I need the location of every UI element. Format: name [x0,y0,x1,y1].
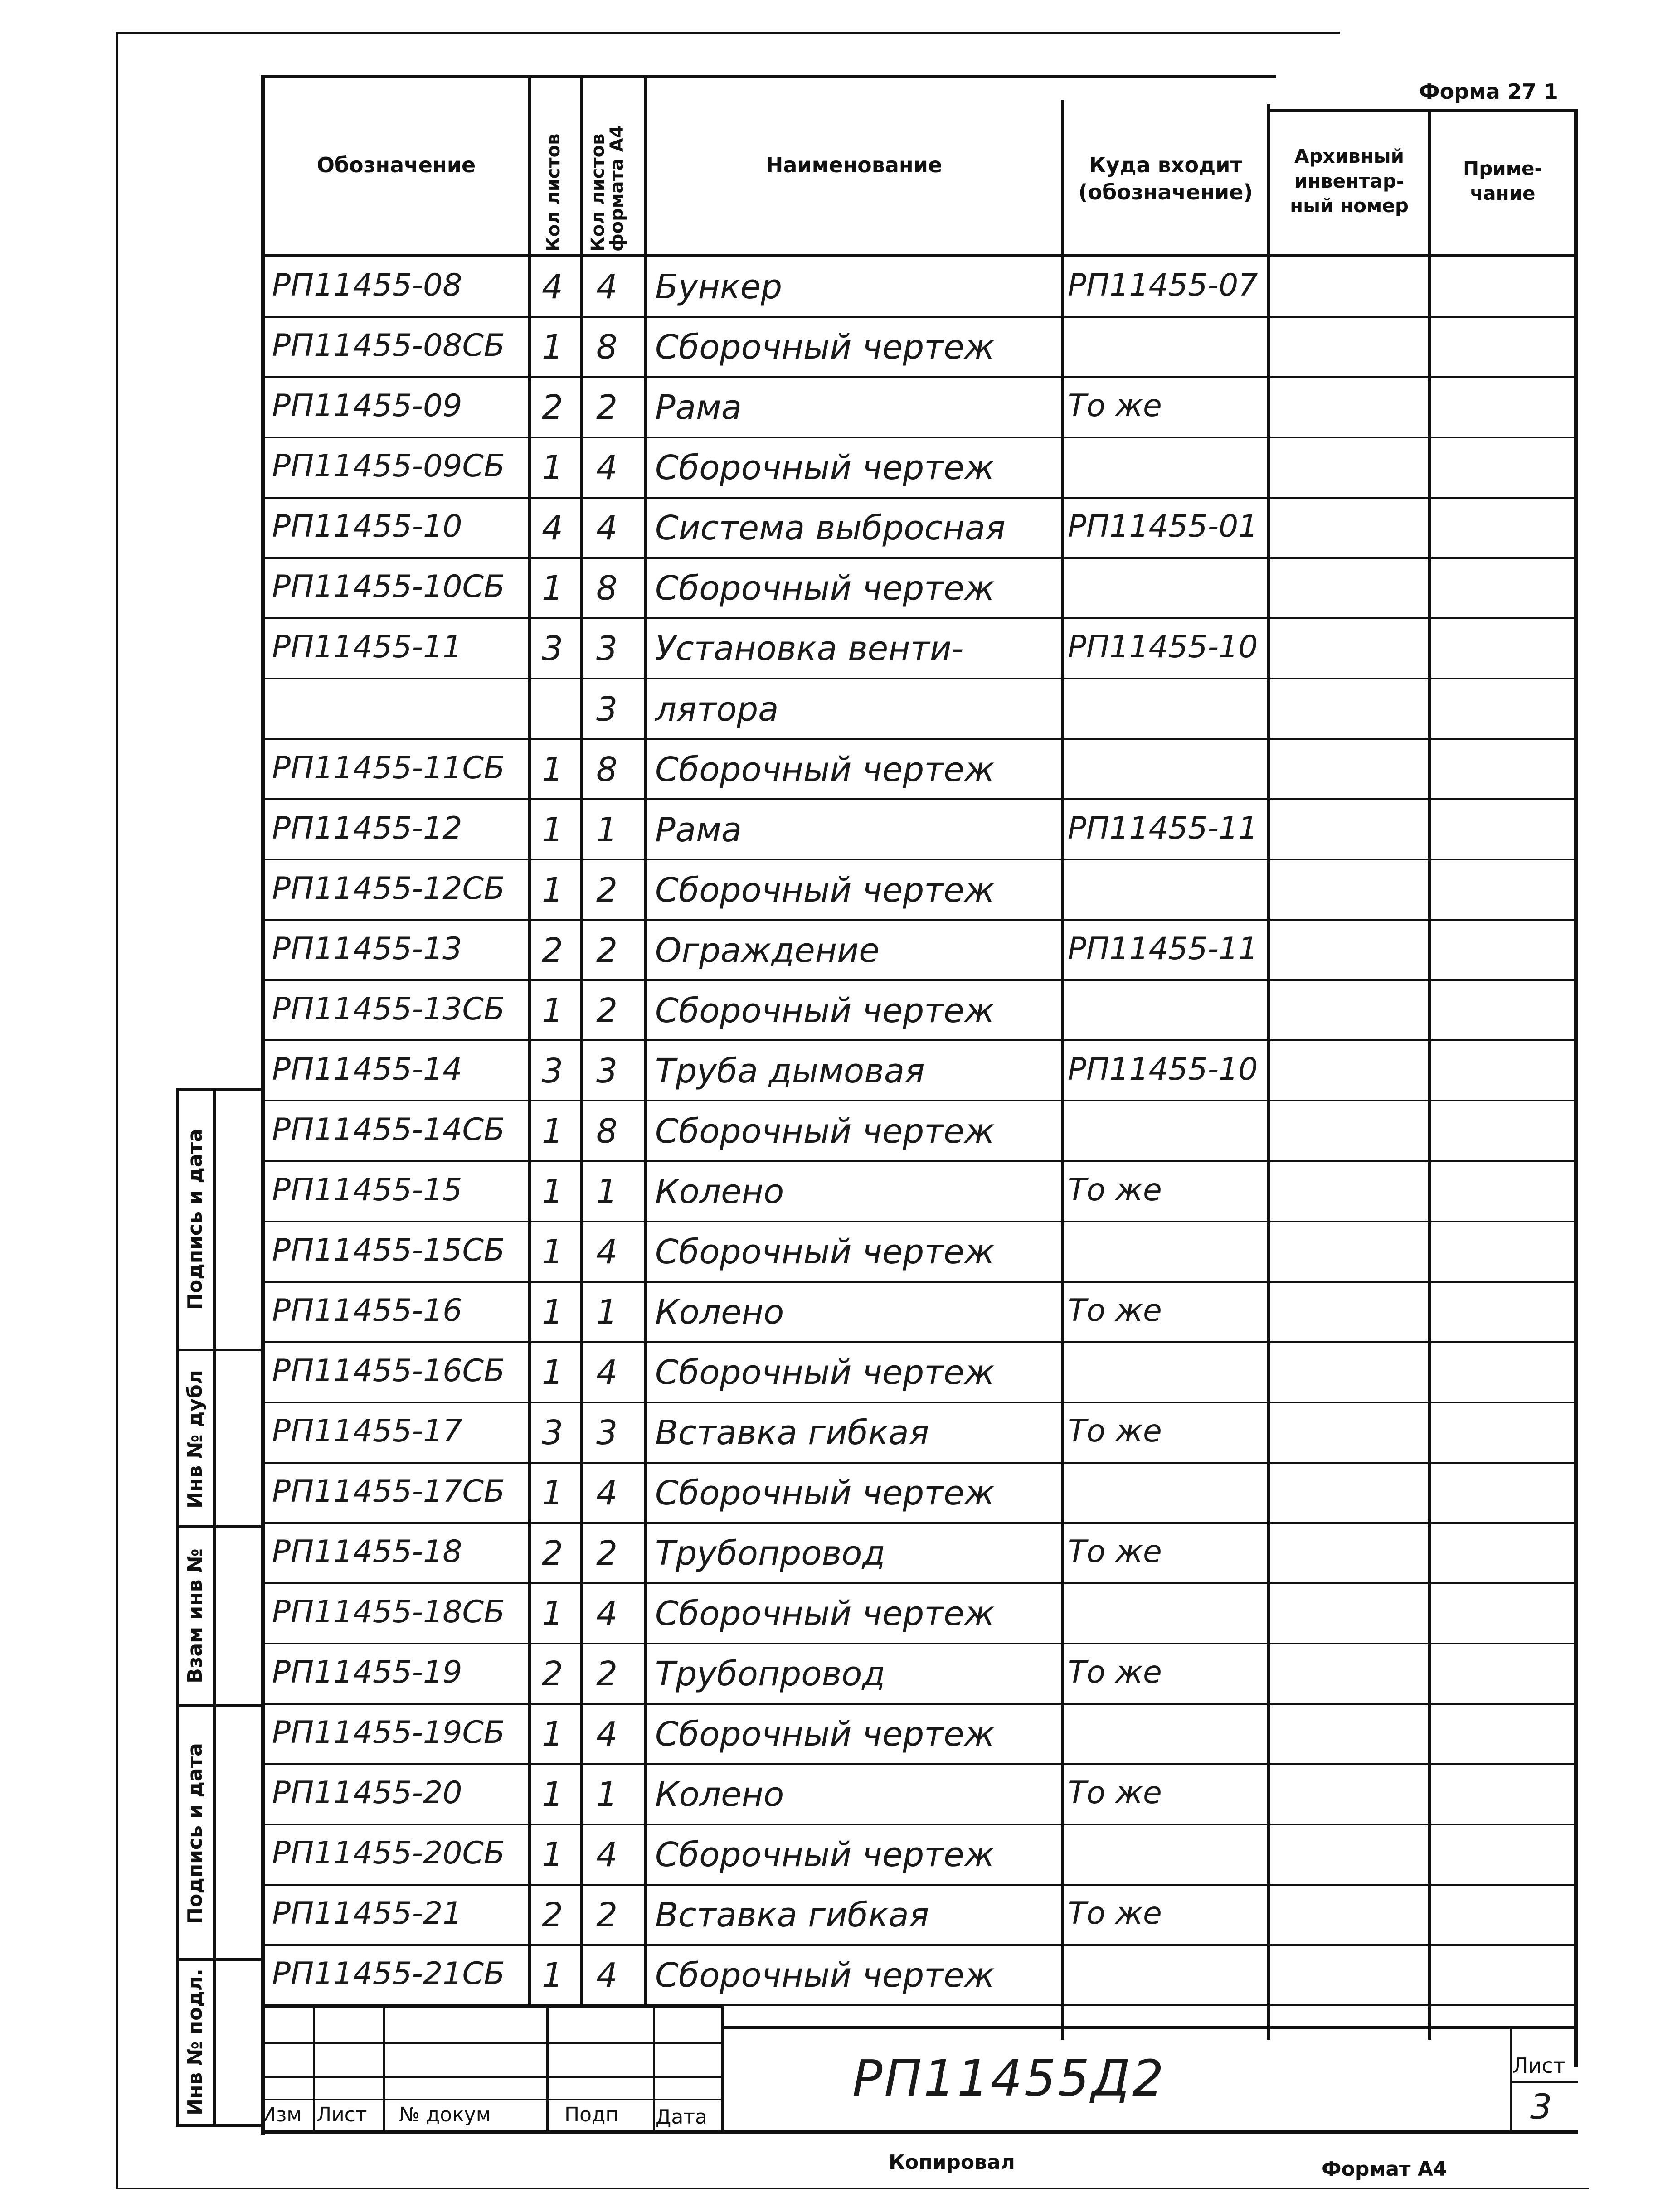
side-label-sign-date-2: Подпись и дата [184,1743,207,1924]
row-sheets: 2 [542,1534,564,1573]
row-a4: 2 [596,871,618,910]
row-separator [265,919,1575,921]
row-sheets: 3 [542,629,564,668]
form-label: Форма 27 1 [1419,79,1558,104]
row-designation: РП11455-19СБ [272,1715,505,1751]
row-a4: 3 [596,690,618,729]
row-name: Бункер [655,267,783,306]
row-name: Рама [655,388,742,427]
row-sheets: 1 [542,1112,564,1151]
tb-sheet-row [1510,2081,1578,2083]
tb-date-label: Дата [656,2105,707,2129]
row-sheets: 3 [542,1052,564,1091]
tb-col-5 [721,2006,724,2133]
row-name: Вставка гибкая [655,1413,929,1452]
row-sheets: 1 [542,1293,564,1332]
side-label-replace-inv: Взам инв № [184,1548,207,1683]
row-name: Трубопровод [655,1534,885,1573]
row-designation: РП11455-10СБ [272,569,505,605]
row-sheets: 2 [542,1896,564,1935]
row-separator [265,1824,1575,1825]
row-a4: 4 [596,1474,618,1513]
row-a4: 1 [596,1775,618,1814]
table-right-border [1574,109,1578,2067]
row-a4: 2 [596,1534,618,1573]
row-separator [265,979,1575,981]
outer-frame-top [116,32,1340,34]
row-name: Ограждение [655,931,880,970]
row-name: Установка венти- [655,629,964,668]
row-separator [265,1582,1575,1584]
row-a4: 4 [596,448,618,487]
row-designation: РП11455-18СБ [272,1594,505,1630]
row-part-of: РП11455-11 [1068,810,1258,846]
row-a4: 3 [596,1052,618,1091]
side-label-dup-inv: Инв № дубл [184,1370,207,1509]
row-a4: 4 [596,509,618,548]
row-name: Сборочный чертеж [655,1594,995,1633]
row-part-of: То же [1068,1413,1162,1449]
row-part-of: То же [1068,1293,1162,1329]
row-designation: РП11455-09СБ [272,448,505,484]
row-designation: РП11455-18 [272,1534,462,1570]
row-name: Сборочный чертеж [655,871,995,910]
row-designation: РП11455-11 [272,629,462,665]
header-designation: Обозначение [316,153,476,178]
row-designation: РП11455-16 [272,1293,462,1329]
row-sheets: 2 [542,931,564,970]
row-name: Сборочный чертеж [655,750,995,789]
row-name: Сборочный чертеж [655,569,995,608]
row-name: Сборочный чертеж [655,1353,995,1392]
row-name: Рама [655,810,742,849]
row-separator [265,1221,1575,1222]
row-a4: 4 [596,1835,618,1874]
row-separator [265,1039,1575,1041]
row-designation: РП11455-17СБ [272,1474,505,1509]
footer-format: Формат А4 [1322,2158,1447,2181]
row-designation: РП11455-08 [272,267,462,303]
row-a4: 4 [596,1715,618,1754]
header-name: Наименование [765,153,943,178]
row-designation: РП11455-16СБ [272,1353,505,1389]
row-a4: 1 [596,1293,618,1332]
title-block-bottom [261,2130,1578,2134]
row-separator [265,316,1575,318]
row-sheets: 1 [542,750,564,789]
row-separator [265,1884,1575,1886]
row-a4: 8 [596,750,618,789]
row-separator [265,1160,1575,1162]
col-divider-6 [1428,109,1431,2040]
row-name: Колено [655,1775,784,1814]
row-sheets: 1 [542,991,564,1030]
row-a4: 4 [596,1353,618,1392]
row-name: Сборочный чертеж [655,1715,995,1754]
row-name: Труба дымовая [655,1052,925,1091]
row-designation: РП11455-10 [272,509,462,544]
row-a4: 2 [596,1896,618,1935]
row-designation: РП11455-12СБ [272,871,505,907]
col-divider-4 [1061,100,1064,2040]
row-sheets: 1 [542,328,564,367]
tb-col-4 [653,2006,655,2133]
row-a4: 1 [596,1172,618,1211]
title-block-top-right [721,2026,1578,2029]
header-sheet-count: Кол листов [543,133,564,252]
row-a4: 8 [596,328,618,367]
tb-list-label: Лист [316,2103,367,2126]
row-designation: РП11455-17 [272,1413,462,1449]
row-name: Сборочный чертеж [655,328,995,367]
row-sheets: 1 [542,1835,564,1874]
row-sheets: 1 [542,448,564,487]
row-separator [265,1522,1575,1524]
row-separator [265,1341,1575,1343]
row-name: Сборочный чертеж [655,1474,995,1513]
row-separator [265,1703,1575,1705]
row-separator [265,738,1575,740]
row-separator [265,678,1575,679]
row-sheets: 1 [542,871,564,910]
row-designation: РП11455-13СБ [272,991,505,1027]
row-name: Сборочный чертеж [655,1232,995,1271]
row-designation: РП11455-21 [272,1896,462,1931]
row-part-of: РП11455-07 [1068,267,1258,303]
row-separator [265,798,1575,800]
row-sheets: 4 [542,509,564,548]
tb-col-3 [546,2006,549,2133]
row-designation: РП11455-14 [272,1052,462,1087]
row-separator [265,437,1575,438]
row-name: Колено [655,1172,784,1211]
tb-sign-label: Подп [564,2103,619,2126]
header-archive-number: Архивный инвентар-ный номер [1290,145,1409,217]
row-part-of: То же [1068,1775,1162,1811]
row-a4: 2 [596,931,618,970]
row-a4: 8 [596,569,618,608]
header-part-of: Куда входит (обозначение) [1078,153,1253,204]
row-name: Вставка гибкая [655,1896,929,1935]
row-sheets: 1 [542,1956,564,1995]
row-a4: 4 [596,267,618,306]
row-a4: 4 [596,1594,618,1633]
row-separator [265,859,1575,860]
table-left-border [261,75,265,2135]
row-a4: 4 [596,1232,618,1271]
row-designation: РП11455-15СБ [272,1232,505,1268]
row-a4: 3 [596,629,618,668]
table-header-bottom [261,254,1578,257]
row-part-of: РП11455-10 [1068,1052,1258,1087]
row-sheets: 1 [542,1353,564,1392]
row-a4: 8 [596,1112,618,1151]
row-separator [265,1643,1575,1644]
row-name: Система выбросная [655,509,1006,548]
side-strip-left [176,1088,179,2126]
row-a4: 2 [596,388,618,427]
row-part-of: То же [1068,1534,1162,1570]
row-sheets: 4 [542,267,564,306]
row-designation: РП11455-13 [272,931,462,967]
row-separator [265,557,1575,559]
row-sheets: 1 [542,1775,564,1814]
footer-copied: Копировал [889,2151,1015,2174]
row-part-of: РП11455-01 [1068,509,1258,544]
row-a4: 4 [596,1956,618,1995]
row-part-of: То же [1068,388,1162,424]
row-name: Сборочный чертеж [655,1835,995,1874]
row-sheets: 1 [542,1172,564,1211]
row-sheets: 2 [542,388,564,427]
row-sheets: 1 [542,1232,564,1271]
row-designation: РП11455-09 [272,388,462,424]
row-part-of: То же [1068,1172,1162,1208]
row-sheets: 1 [542,1715,564,1754]
row-a4: 2 [596,1654,618,1693]
row-sheets: 3 [542,1413,564,1452]
side-strip-inner [213,1088,216,2126]
row-name: Сборочный чертеж [655,1956,995,1995]
row-sheets: 1 [542,569,564,608]
row-designation: РП11455-20СБ [272,1835,505,1871]
header-note: Приме-чание [1463,157,1542,204]
row-designation: РП11455-08СБ [272,328,505,364]
row-designation: РП11455-15 [272,1172,462,1208]
header-a4-count-text: Кол листов формата А4 [588,125,627,252]
row-name: Сборочный чертеж [655,448,995,487]
row-sheets: 1 [542,1594,564,1633]
row-sheets: 1 [542,810,564,849]
tb-col-1 [313,2006,315,2133]
row-name: лятора [655,690,779,729]
row-separator [265,1462,1575,1464]
row-a4: 3 [596,1413,618,1452]
tb-sheet-col [1510,2026,1512,2133]
row-name: Сборочный чертеж [655,1112,995,1151]
tb-document-code: РП11455Д2 [852,2049,1166,2107]
header-a4-count [588,84,627,252]
row-separator [265,1763,1575,1765]
row-designation: РП11455-21СБ [272,1956,505,1992]
row-part-of: РП11455-11 [1068,931,1258,967]
outer-frame-left [116,32,118,2189]
row-name: Трубопровод [655,1654,885,1693]
row-separator [265,1402,1575,1403]
row-name: Сборочный чертеж [655,991,995,1030]
row-separator [265,376,1575,378]
row-designation: РП11455-20 [272,1775,462,1811]
row-separator [265,1944,1575,1946]
tb-sheet-label: Лист [1512,2053,1565,2078]
row-designation: РП11455-12 [272,810,462,846]
tb-izm-label: Изм [261,2103,302,2126]
row-name: Колено [655,1293,784,1332]
side-label-orig-inv: Инв № подл. [184,1969,207,2115]
row-separator [265,497,1575,499]
row-a4: 1 [596,810,618,849]
col-divider-5 [1267,104,1270,2040]
row-separator [265,617,1575,619]
row-designation: РП11455-19 [272,1654,462,1690]
row-designation: РП11455-14СБ [272,1112,505,1148]
row-sheets: 2 [542,1654,564,1693]
side-label-sign-date-1: Подпись и дата [184,1129,207,1310]
outer-frame-bottom [116,2188,1589,2189]
tb-sheet-number: 3 [1530,2086,1552,2127]
tb-doc-no-label: № докум [399,2103,491,2126]
row-separator [265,1100,1575,1101]
row-a4: 2 [596,991,618,1030]
tb-col-2 [383,2006,385,2133]
row-part-of: То же [1068,1654,1162,1690]
row-designation: РП11455-11СБ [272,750,505,786]
row-separator [265,1281,1575,1283]
row-sheets: 1 [542,1474,564,1513]
row-part-of: РП11455-10 [1068,629,1258,665]
row-part-of: То же [1068,1896,1162,1931]
